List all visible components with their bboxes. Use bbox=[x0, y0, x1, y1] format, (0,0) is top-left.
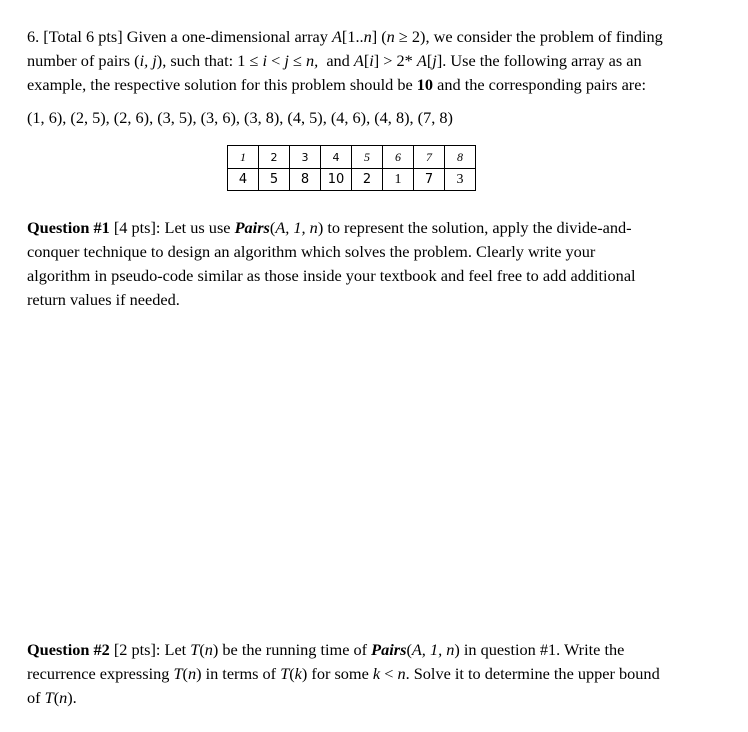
var: i bbox=[262, 51, 268, 70]
value-cell: 8 bbox=[290, 169, 321, 191]
var: n bbox=[59, 688, 68, 707]
var: A bbox=[416, 51, 427, 70]
text: recurrence expressing bbox=[27, 664, 174, 683]
text: ) in terms of bbox=[196, 664, 281, 683]
text: ] ( bbox=[371, 27, 387, 46]
value-cell: 5 bbox=[259, 169, 290, 191]
text: example, the respective solution for this problem should be bbox=[27, 75, 417, 94]
text: ≤ bbox=[288, 51, 306, 70]
var: n bbox=[187, 664, 197, 683]
value-cell: 3 bbox=[445, 169, 476, 191]
value-cell: 10 bbox=[321, 169, 352, 191]
var: T bbox=[280, 664, 290, 683]
question-1-label: Question #1 bbox=[27, 218, 110, 237]
text: [1.. bbox=[341, 27, 364, 46]
var: n, bbox=[305, 51, 319, 70]
text: ( bbox=[53, 688, 60, 707]
question-1 bbox=[27, 216, 636, 312]
text: 6. [Total 6 pts] Given a one-dimensional array bbox=[27, 27, 332, 46]
index-cell: 3 bbox=[290, 146, 321, 169]
text: [4 pts]: Let us use bbox=[109, 218, 235, 237]
pairs-list: (1, 6), (2, 5), (2, 6), (3, 5), (3, 6), (3, 8), (4, 5), (4, 6), (4, 8), (7, 8) bbox=[27, 108, 453, 127]
index-cell: 1 bbox=[228, 146, 259, 169]
text: ( bbox=[182, 664, 188, 683]
var: T bbox=[173, 664, 183, 683]
question-2-line-3 bbox=[27, 686, 660, 710]
text: of bbox=[27, 688, 45, 707]
question-2-line-1 bbox=[27, 638, 660, 662]
var: k bbox=[372, 664, 381, 683]
question-2-label: Question #2 bbox=[27, 640, 110, 659]
solution-count: 10 bbox=[416, 75, 434, 94]
text: ) be the running time of bbox=[212, 640, 372, 659]
text: ( bbox=[199, 640, 205, 659]
problem-line-3 bbox=[27, 73, 663, 97]
var: n bbox=[363, 27, 372, 46]
var: j bbox=[284, 51, 289, 70]
question-1-line-3: algorithm in pseudo-code similar as those inside your textbook and feel free to add additional bbox=[27, 266, 636, 285]
text: [ bbox=[363, 51, 370, 70]
var: T bbox=[190, 640, 200, 659]
question-1-line-4: return values if needed. bbox=[27, 290, 180, 309]
var: A bbox=[353, 51, 364, 70]
var: n bbox=[397, 664, 406, 683]
question-2-line-2 bbox=[27, 662, 660, 686]
text: ( bbox=[289, 664, 295, 683]
var: A bbox=[331, 27, 342, 46]
function-name: Pairs bbox=[371, 640, 407, 659]
problem-line-1 bbox=[27, 25, 663, 49]
index-cell: 8 bbox=[445, 146, 476, 169]
question-2 bbox=[27, 638, 660, 710]
function-args: A, 1, n bbox=[275, 218, 318, 237]
var: n bbox=[204, 640, 213, 659]
text: < bbox=[267, 51, 285, 70]
var: T bbox=[44, 688, 54, 707]
text: ≥ 2), we consider the problem of finding bbox=[394, 27, 663, 46]
text: number of pairs ( bbox=[27, 51, 140, 70]
text: and bbox=[318, 51, 354, 70]
text: and the corresponding pairs are: bbox=[433, 75, 646, 94]
var: i bbox=[369, 51, 374, 70]
text: < bbox=[380, 664, 398, 683]
text: ) in question #1. Write the bbox=[454, 640, 625, 659]
function-name: Pairs bbox=[234, 218, 270, 237]
text: . Solve it to determine the upper bound bbox=[405, 664, 660, 683]
index-cell: 6 bbox=[383, 146, 414, 169]
index-cell: 2 bbox=[259, 146, 290, 169]
index-row bbox=[228, 146, 476, 169]
text: ( bbox=[269, 218, 276, 237]
text: [ bbox=[426, 51, 433, 70]
index-cell: 4 bbox=[321, 146, 352, 169]
var: k bbox=[294, 664, 302, 683]
text: ). bbox=[67, 688, 77, 707]
index-cell: 7 bbox=[414, 146, 445, 169]
question-1-line-1 bbox=[27, 216, 636, 240]
value-cell: 4 bbox=[228, 169, 259, 191]
problem-line-2 bbox=[27, 49, 663, 73]
text: ) to represent the solution, apply the divide-and- bbox=[317, 218, 632, 237]
text: ) for some bbox=[301, 664, 373, 683]
text: ( bbox=[406, 640, 412, 659]
index-cell: 5 bbox=[352, 146, 383, 169]
text: ] > 2* bbox=[373, 51, 417, 70]
text: [2 pts]: Let bbox=[109, 640, 191, 659]
function-args: A, 1, n bbox=[411, 640, 455, 659]
question-1-line-2: conquer technique to design an algorithm which solves the problem. Clearly write your bbox=[27, 242, 596, 261]
text: ]. Use the following array as an bbox=[436, 51, 642, 70]
example-array-table bbox=[227, 145, 476, 191]
value-cell: 7 bbox=[414, 169, 445, 191]
problem-statement bbox=[27, 25, 663, 97]
text: ), such that: 1 ≤ bbox=[156, 51, 263, 70]
value-cell: 1 bbox=[383, 169, 414, 191]
var: n bbox=[386, 27, 395, 46]
value-cell: 2 bbox=[352, 169, 383, 191]
var: i, j bbox=[139, 51, 157, 70]
value-row bbox=[228, 169, 476, 191]
var: j bbox=[432, 51, 437, 70]
